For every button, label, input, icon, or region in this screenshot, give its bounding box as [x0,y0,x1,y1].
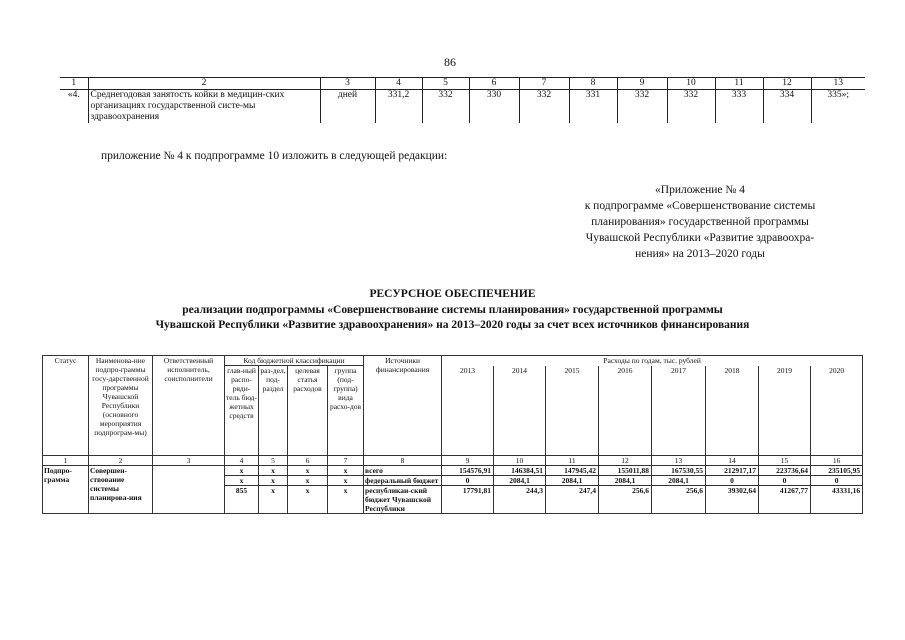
table-row [43,466,863,476]
value-cell: 17791,81 [442,486,494,514]
header-status: Статус [43,356,89,456]
col-index: 13 [652,456,706,466]
col-index: 10 [494,456,546,466]
col-index: 3 [320,78,375,90]
expense-group-cell: x [328,476,364,486]
source-cell: всего [364,466,442,476]
value-cell: 212917,17 [706,466,759,476]
unit: дней [320,90,375,124]
col-index: 4 [375,78,422,90]
value-cell: 332 [667,90,715,124]
source-cell: республикан-ский бюджет Чувашской Республики [364,486,442,514]
col-index: 2 [88,78,320,90]
header-expense-group: группа (под-группа) вида расхо-дов [328,366,364,456]
document-subtitle: реализации подпрограммы «Совершенствование системы планирования» государственной программы [182,304,723,316]
value-cell: 154576,91 [442,466,494,476]
col-index: 1 [43,456,89,466]
header-year: 2016 [599,366,652,456]
header-source: Источники финансирования [364,356,442,456]
status-cell: Подпро-грамма [43,466,89,514]
col-index: 11 [715,78,763,90]
value-cell: 223736,64 [759,466,811,476]
col-index: 14 [706,456,759,466]
value-cell: 41267,77 [759,486,811,514]
value-cell: 2084,1 [599,476,652,486]
value-cell: 331,2 [375,90,422,124]
target-article-cell: x [288,476,328,486]
header-target-article: целевая статья расходов [288,366,328,456]
col-index: 6 [288,456,328,466]
value-cell: 244,3 [494,486,546,514]
header-executor: Ответственный исполнитель, соисполнители [153,356,225,456]
value-cell: 2084,1 [546,476,599,486]
header-year: 2020 [811,366,863,456]
col-index: 10 [667,78,715,90]
value-cell: 43331,16 [811,486,863,514]
header-program-name: Наименова-ние подпро-граммы госу-дарственной программы Чувашской Республики (основного мероприятия подпрограм-мы) [89,356,153,456]
col-index: 2 [89,456,153,466]
expense-group-cell: x [328,466,364,476]
col-index: 7 [328,456,364,466]
program-name-cell: Совершен-ствование системы планирова-ния [89,466,153,514]
col-index: 3 [153,456,225,466]
header-year: 2019 [759,366,811,456]
value-cell: 2084,1 [652,476,706,486]
col-index: 6 [469,78,519,90]
value-cell: 247,4 [546,486,599,514]
appendix-line: к подпрограмме «Совершенствование системы [584,200,816,212]
value-cell: 0 [759,476,811,486]
col-index: 13 [811,78,865,90]
value-cell: 332 [422,90,469,124]
section-cell: x [259,486,288,514]
value-cell: 332 [519,90,569,124]
occupancy-table [60,77,865,123]
header-budget-code: Код бюджетной классификации [225,356,364,366]
col-index: 8 [569,78,617,90]
value-cell: 147945,42 [546,466,599,476]
section-cell: x [259,466,288,476]
source-cell: федеральный бюджет [364,476,442,486]
header-expenses: Расходы по годам, тыс. рублей [442,356,863,366]
value-cell: 0 [442,476,494,486]
col-index: 9 [617,78,667,90]
col-index: 1 [60,78,88,90]
header-year: 2014 [494,366,546,456]
col-index: 5 [259,456,288,466]
value-cell: 167530,55 [652,466,706,476]
table-row [60,90,865,124]
target-article-cell: x [288,466,328,476]
intro-text: приложение № 4 к подпрограмме 10 изложить в следующей редакции: [101,150,448,162]
value-cell: 333 [715,90,763,124]
col-index: 11 [546,456,599,466]
value-cell: 330 [469,90,519,124]
row-number: «4. [60,90,88,124]
value-cell: 39302,64 [706,486,759,514]
col-index: 12 [599,456,652,466]
appendix-line: нения» на 2013–2020 годы [635,248,765,260]
appendix-line: «Приложение № 4 [655,184,745,196]
executor-cell [153,466,225,514]
value-cell: 2084,1 [494,476,546,486]
col-index: 9 [442,456,494,466]
value-cell: 0 [706,476,759,486]
grbs-cell: x [225,476,259,486]
col-index: 4 [225,456,259,466]
header-year: 2018 [706,366,759,456]
value-cell: 256,6 [652,486,706,514]
value-cell: 332 [617,90,667,124]
value-cell: 331 [569,90,617,124]
value-cell: 155011,88 [599,466,652,476]
value-cell: 235105,95 [811,466,863,476]
header-section: раз-дел, под-раздел [259,366,288,456]
value-cell: 335»; [811,90,865,124]
header-year: 2017 [652,366,706,456]
col-index: 12 [763,78,811,90]
grbs-cell: 855 [225,486,259,514]
value-cell: 0 [811,476,863,486]
page-number: 86 [444,55,456,69]
appendix-line: Чувашской Республики «Развитие здравоохра- [585,232,815,244]
table-header-row [60,78,865,90]
value-cell: 334 [763,90,811,124]
table-header-row [43,356,863,366]
col-index: 15 [759,456,811,466]
value-cell: 256,6 [599,486,652,514]
index-row [43,456,863,466]
col-index: 7 [519,78,569,90]
col-index: 8 [364,456,442,466]
expense-group-cell: x [328,486,364,514]
header-year: 2013 [442,366,494,456]
header-grbs: глав-ный распо-ряди-тель бюд-жетных средств [225,366,259,456]
document-subtitle: Чувашской Республики «Развитие здравоохранения» на 2013–2020 годы за счет всех источников финансирования [155,319,750,331]
grbs-cell: x [225,466,259,476]
col-index: 5 [422,78,469,90]
document-title: РЕСУРСНОЕ ОБЕСПЕЧЕНИЕ [369,288,536,300]
header-year: 2015 [546,366,599,456]
value-cell: 146384,51 [494,466,546,476]
indicator-name: Среднегодовая занятость койки в медицин-ских организациях государственной систе-мы здравоохранения [88,90,320,124]
resource-table [42,355,863,514]
appendix-header [530,182,870,262]
section-cell: x [259,476,288,486]
col-index: 16 [811,456,863,466]
appendix-line: планирования» государственной программы [591,216,809,228]
target-article-cell: x [288,486,328,514]
